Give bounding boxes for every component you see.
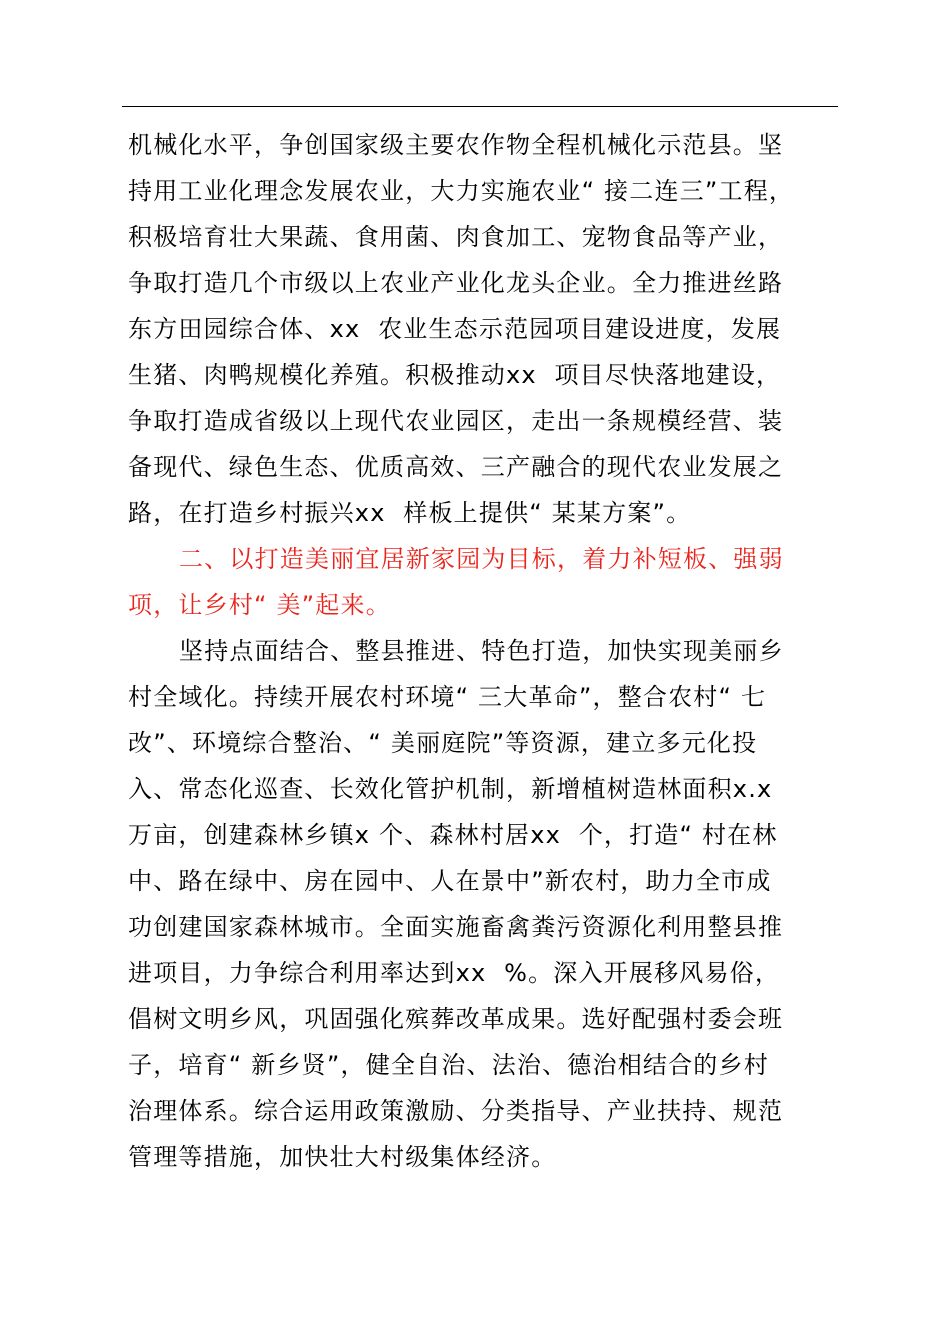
paragraph-2-line: 子，培育“ 新乡贤”，健全自治、法治、德治相结合的乡村 bbox=[128, 1051, 769, 1079]
section-heading-line: 项，让乡村“ 美”起来。 bbox=[128, 591, 391, 619]
paragraph-2-line: 倡树文明乡风，巩固强化殡葬改革成果。选好配强村委会班 bbox=[128, 1005, 784, 1033]
paragraph-1-line: 东方田园综合体、xx 农业生态示范园项目建设进度，发展 bbox=[128, 315, 782, 343]
paragraph-2-line: 治理体系。综合运用政策激励、分类指导、产业扶持、规范 bbox=[128, 1097, 784, 1125]
paragraph-2-line: 坚持点面结合、整县推进、特色打造，加快实现美丽乡 bbox=[179, 637, 784, 665]
paragraph-2-line: 功创建国家森林城市。全面实施畜禽粪污资源化利用整县推 bbox=[128, 913, 784, 941]
paragraph-1-line: 备现代、绿色生态、优质高效、三产融合的现代农业发展之 bbox=[128, 453, 784, 481]
paragraph-1-line: 积极培育壮大果蔬、食用菌、肉食加工、宠物食品等产业， bbox=[128, 223, 784, 251]
paragraph-2-line: 中、路在绿中、房在园中、人在景中”新农村，助力全市成 bbox=[128, 867, 772, 895]
paragraph-2-line: 管理等措施，加快壮大村级集体经济。 bbox=[128, 1143, 557, 1171]
paragraph-2-line: 万亩，创建森林乡镇x 个、森林村居xx 个，打造“ 村在林 bbox=[128, 821, 778, 849]
paragraph-2-line: 进项目，力争综合利用率达到xx %。深入开展移风易俗， bbox=[128, 959, 781, 987]
header-rule bbox=[122, 106, 838, 107]
paragraph-1-line: 机械化水平，争创国家级主要农作物全程机械化示范县。坚 bbox=[128, 131, 784, 159]
paragraph-1-line: 争取打造几个市级以上农业产业化龙头企业。全力推进丝路 bbox=[128, 269, 784, 297]
paragraph-2-line: 入、常态化巡查、长效化管护机制，新增植树造林面积x.x bbox=[128, 775, 773, 803]
paragraph-1-line: 生猪、肉鸭规模化养殖。积极推动xx 项目尽快落地建设， bbox=[128, 361, 782, 389]
paragraph-1-line: 持用工业化理念发展农业，大力实施农业“ 接二连三”工程， bbox=[128, 177, 795, 205]
paragraph-1-line: 争取打造成省级以上现代农业园区，走出一条规模经营、装 bbox=[128, 407, 784, 435]
section-heading-line: 二、以打造美丽宜居新家园为目标，着力补短板、强弱 bbox=[179, 545, 784, 573]
paragraph-2-line: 改”、环境综合整治、“ 美丽庭院”等资源，建立多元化投 bbox=[128, 729, 758, 757]
paragraph-1-line: 路，在打造乡村振兴xx 样板上提供“ 某某方案”。 bbox=[128, 499, 692, 527]
paragraph-2-line: 村全域化。持续开展农村环境“ 三大革命”，整合农村“ 七 bbox=[128, 683, 767, 711]
